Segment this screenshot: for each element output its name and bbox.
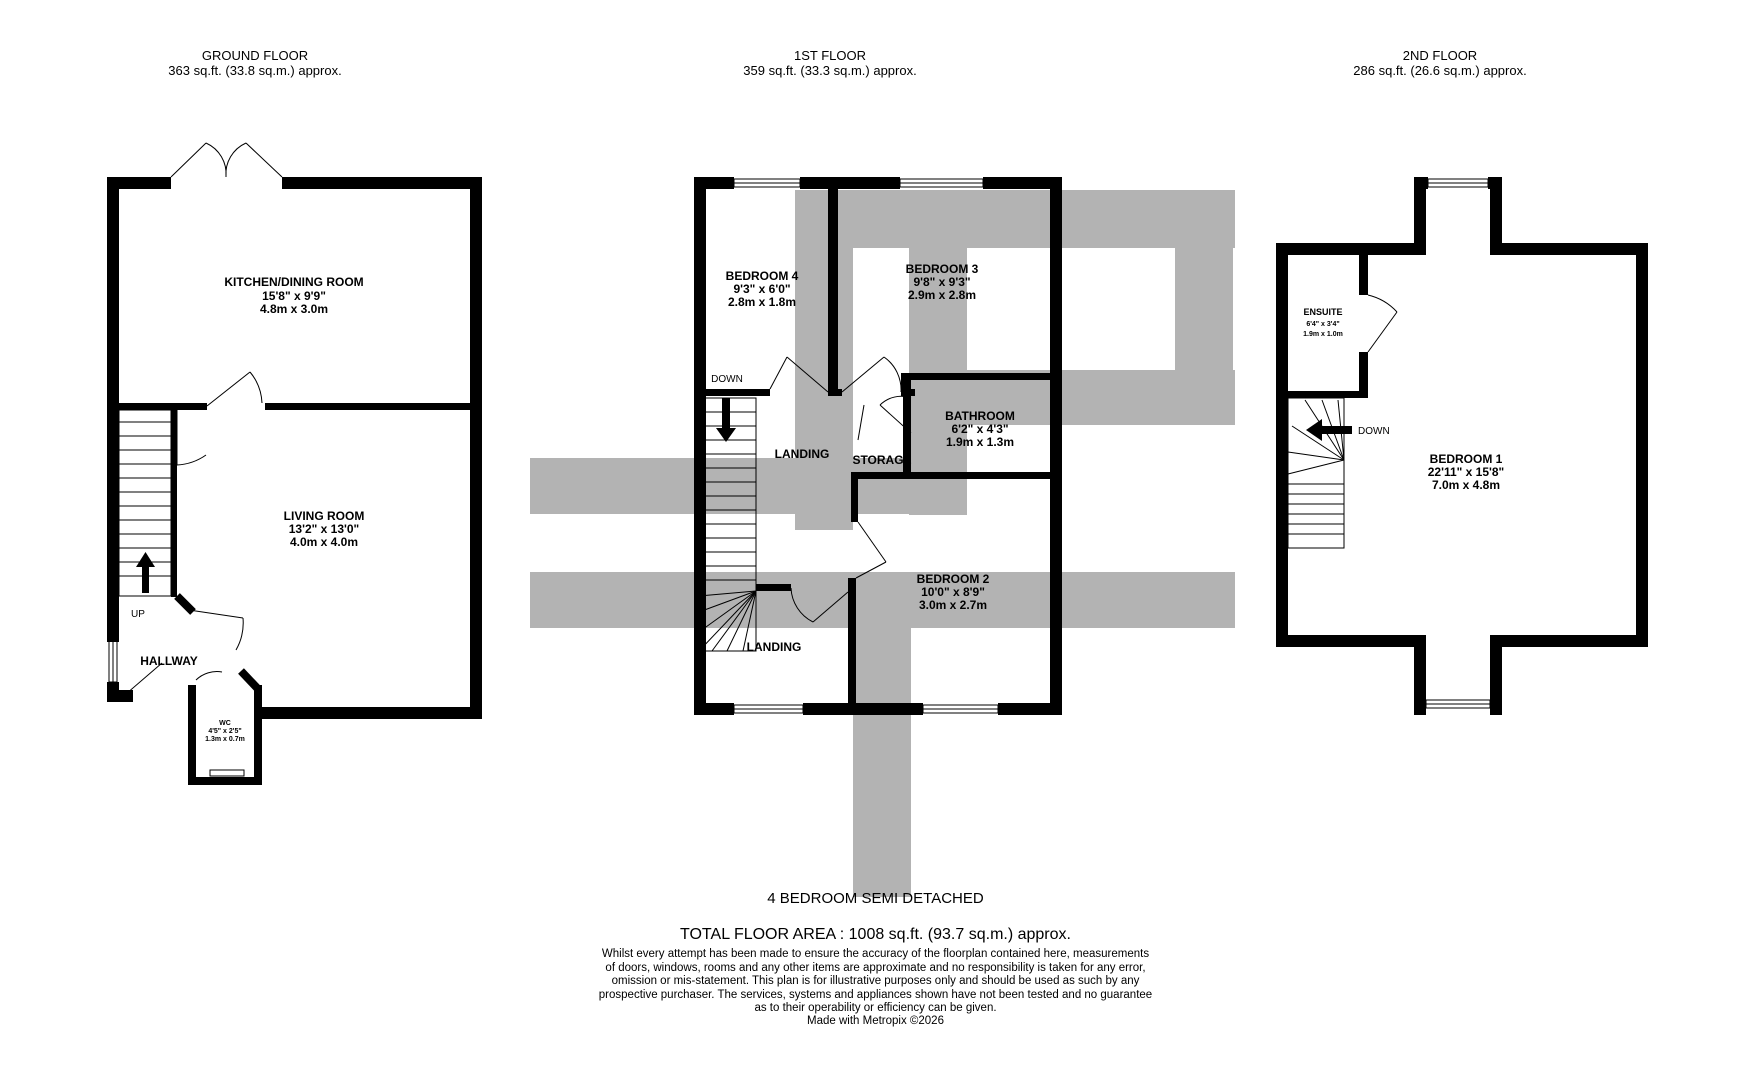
- room-bedroom2-metric: 3.0m x 2.7m: [918, 598, 988, 612]
- room-bedroom3-metric: 2.9m x 2.8m: [907, 288, 977, 302]
- room-bedroom1-metric: 7.0m x 4.8m: [1431, 478, 1501, 492]
- room-bathroom-name: BATHROOM: [945, 409, 1015, 423]
- room-bedroom4-imperial: 9'3" x 6'0": [733, 282, 791, 296]
- second-floor-windows: [1426, 179, 1490, 708]
- second-floor-doors: [1368, 295, 1397, 352]
- second-floor-stairs: [1288, 398, 1344, 548]
- room-wc-imperial: 4'5" x 2'5": [208, 728, 242, 735]
- stair-up-label: UP: [131, 609, 145, 620]
- room-ensuite-name: ENSUITE: [1303, 307, 1343, 317]
- room-wc-name: WC: [219, 720, 231, 727]
- room-kitchen-name: KITCHEN/DINING ROOM: [224, 275, 364, 289]
- floor-area: 363 sq.ft. (33.8 sq.m.) approx.: [168, 63, 342, 78]
- hall-corner-walls: [177, 596, 259, 690]
- stair-down-label: DOWN: [711, 374, 743, 385]
- room-landing-upper-name: LANDING: [774, 447, 830, 461]
- ground-floor-walls: [107, 177, 482, 785]
- second-floor-walls: [1276, 177, 1648, 715]
- room-bedroom4-metric: 2.8m x 1.8m: [727, 295, 797, 309]
- stair-down-arrow-icon: [716, 398, 736, 442]
- disclaimer-line: prospective purchaser. The services, systems and appliances shown have not been tested and no guarantee: [598, 988, 1153, 1001]
- room-storage-name: STORAGE: [852, 453, 912, 467]
- stair-up-arrow-icon: [136, 552, 155, 593]
- room-kitchen-imperial: 15'8" x 9'9": [262, 289, 326, 303]
- room-bedroom1-name: BEDROOM 1: [1429, 452, 1503, 466]
- disclaimer-line: as to their operability or efficiency can be given.: [754, 1002, 997, 1014]
- floor-name: GROUND FLOOR: [201, 48, 309, 63]
- floor-name: 2ND FLOOR: [1402, 48, 1478, 63]
- watermark-logo: [530, 190, 1235, 897]
- disclaimer-line: of doors, windows, rooms and any other items are approximate and no responsibility is taken for any error,: [605, 961, 1146, 974]
- room-living-imperial: 13'2" x 13'0": [288, 522, 360, 536]
- disclaimer-line: omission or mis-statement. This plan is for illustrative purposes only and should be used as such by any: [611, 975, 1140, 987]
- total-floor-area: TOTAL FLOOR AREA : 1008 sq.ft. (93.7 sq.m.) approx.: [680, 926, 1071, 943]
- disclaimer-line: Whilst every attempt has been made to ensure the accuracy of the floorplan contained here, measurements: [601, 948, 1150, 960]
- room-wc-metric: 1.3m x 0.7m: [205, 736, 245, 743]
- room-bedroom1-imperial: 22'11" x 15'8": [1427, 465, 1505, 479]
- room-bedroom4-name: BEDROOM 4: [725, 269, 799, 283]
- room-kitchen-metric: 4.8m x 3.0m: [259, 302, 329, 316]
- room-ensuite-imperial: 6'4" x 3'4": [1306, 321, 1340, 328]
- stair-down-label: DOWN: [1358, 426, 1390, 437]
- room-bedroom3-imperial: 9'8" x 9'3": [913, 275, 971, 289]
- disclaimer: [0, 948, 1751, 1016]
- second-floor-plan: [1276, 177, 1648, 715]
- room-hallway-name: HALLWAY: [140, 654, 198, 668]
- floor-area: 359 sq.ft. (33.3 sq.m.) approx.: [743, 63, 917, 78]
- room-bathroom-metric: 1.9m x 1.3m: [945, 435, 1015, 449]
- room-bedroom3-name: BEDROOM 3: [905, 262, 979, 276]
- room-bedroom2-imperial: 10'0" x 8'9": [921, 585, 985, 599]
- floor-area: 286 sq.ft. (26.6 sq.m.) approx.: [1353, 63, 1527, 78]
- ground-floor-plan: [107, 143, 482, 785]
- room-living-metric: 4.0m x 4.0m: [289, 535, 359, 549]
- property-type: 4 BEDROOM SEMI DETACHED: [767, 890, 984, 907]
- room-bedroom2-name: BEDROOM 2: [916, 572, 990, 586]
- room-bathroom-imperial: 6'2" x 4'3": [951, 422, 1009, 436]
- room-ensuite-metric: 1.9m x 1.0m: [1303, 331, 1343, 338]
- floor-name: 1ST FLOOR: [793, 48, 866, 63]
- room-landing-lower-name: LANDING: [746, 640, 802, 654]
- credit-text: Made with Metropix ©2026: [807, 1015, 944, 1027]
- room-living-name: LIVING ROOM: [283, 509, 365, 523]
